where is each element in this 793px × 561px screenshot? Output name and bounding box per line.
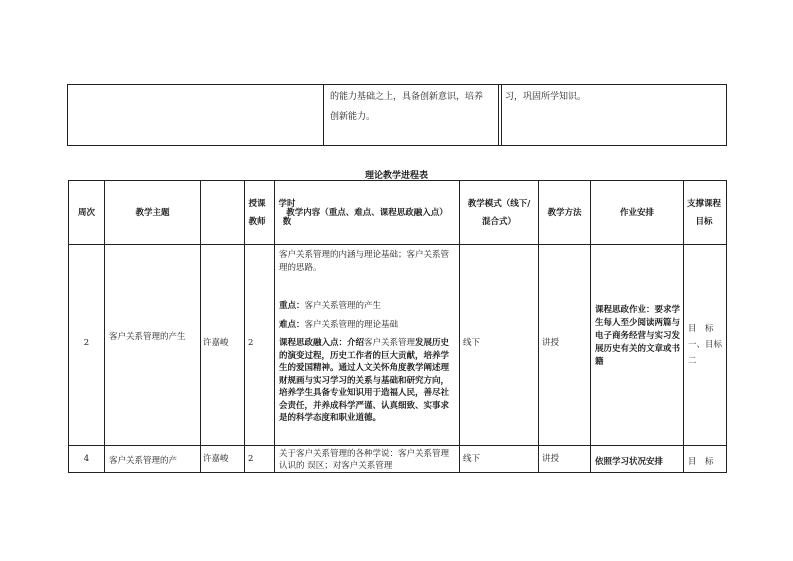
- col-divider: [244, 181, 245, 472]
- header-method: 教学方法: [547, 207, 582, 218]
- row2-homework: 依照学习状况安排: [595, 457, 664, 467]
- row2-goal: 目 标: [688, 457, 714, 467]
- header-hours: 学时数: [278, 198, 296, 227]
- row1-goal: 目 标一、目标二: [688, 324, 723, 366]
- row1-topic: 客户关系管理的产生: [109, 332, 186, 342]
- row1-mode: 线下: [463, 338, 481, 348]
- objective-text-line2: 创新能力。: [330, 112, 376, 122]
- row1-ideology: [279, 337, 455, 425]
- row1-content-intro: 客户关系管理的内涵与理论基础；客户关系管理的思路。: [279, 250, 450, 273]
- header-hours-placeholder: [248, 181, 268, 244]
- row1-teacher: 许嘉峻: [203, 338, 229, 348]
- col-divider: [683, 181, 684, 472]
- ideology-lead: 介绍: [347, 338, 365, 348]
- row2-topic: 客户关系管理的产: [109, 456, 178, 466]
- difficulty-text: 客户关系管理的理论基础: [304, 320, 399, 330]
- header-homework: 作业安排: [619, 207, 654, 218]
- method-text: 习，巩固所学知识。: [505, 92, 587, 102]
- ideology-plain: 客户关系管理: [364, 338, 416, 348]
- header-divider: [69, 244, 726, 245]
- header-teacher: 授课教师: [248, 198, 266, 227]
- col-divider: [459, 181, 460, 472]
- objective-text-line1: 的能力基础之上，具备创新意识，培养: [330, 92, 484, 102]
- header-mode: 教学模式（线下/混合式）: [467, 198, 531, 227]
- row1-homework: 课程思政作业：要求学生每人至少阅读两篇与电子商务经营与实习发展历史有关的文章或书籍: [595, 305, 681, 367]
- row2-week: 4: [83, 454, 90, 464]
- row2-mode: 线下: [463, 454, 481, 464]
- row1-week: 2: [83, 338, 90, 348]
- continued-table: [67, 84, 727, 146]
- divider: [323, 85, 324, 145]
- row1-hours: 2: [248, 338, 254, 348]
- divider: [498, 85, 499, 145]
- col-divider: [274, 181, 275, 472]
- col-divider: [200, 181, 201, 472]
- table-caption: 理论教学进程表: [364, 171, 428, 181]
- header-goal: 支撑课程目标: [686, 198, 721, 227]
- row2-method: 讲授: [542, 454, 560, 464]
- key-text: 客户关系管理的产生: [304, 301, 382, 311]
- row1-key-point: [279, 300, 455, 312]
- ideology-text: 发展历史的演变过程，历史工作者的巨大贡献，培养学生的爱国精神。通过人文关怀角度教学阐述理财规画与实习学习的关系与基础和研究方向，培养学生具备专业知识用于造福人民，善尽社会责任，并养成科学严谨、认真细致、实事求是的科学态度和职业道德。: [279, 338, 450, 423]
- row2-teacher: 许嘉峻: [203, 454, 229, 464]
- key-label: 重点：: [279, 301, 305, 311]
- divider: [501, 85, 502, 145]
- row2-content-intro: 关于客户关系管理的各种学说：客户关系管理认识的 误区；对客户关系管理: [279, 449, 450, 471]
- teaching-schedule-table: [68, 180, 727, 473]
- row-divider: [69, 445, 726, 446]
- difficulty-label: 难点：: [279, 320, 305, 330]
- header-week: 周次: [77, 207, 95, 218]
- header-topic: 教学主题: [135, 207, 170, 218]
- header-content: 教学内容（重点、难点、课程思政融入点）: [286, 207, 448, 218]
- ideology-label: 课程思政融入点：: [279, 338, 348, 348]
- row1-difficulty: [279, 319, 455, 331]
- row2-hours: 2: [248, 454, 254, 464]
- row1-method: 讲授: [542, 338, 560, 348]
